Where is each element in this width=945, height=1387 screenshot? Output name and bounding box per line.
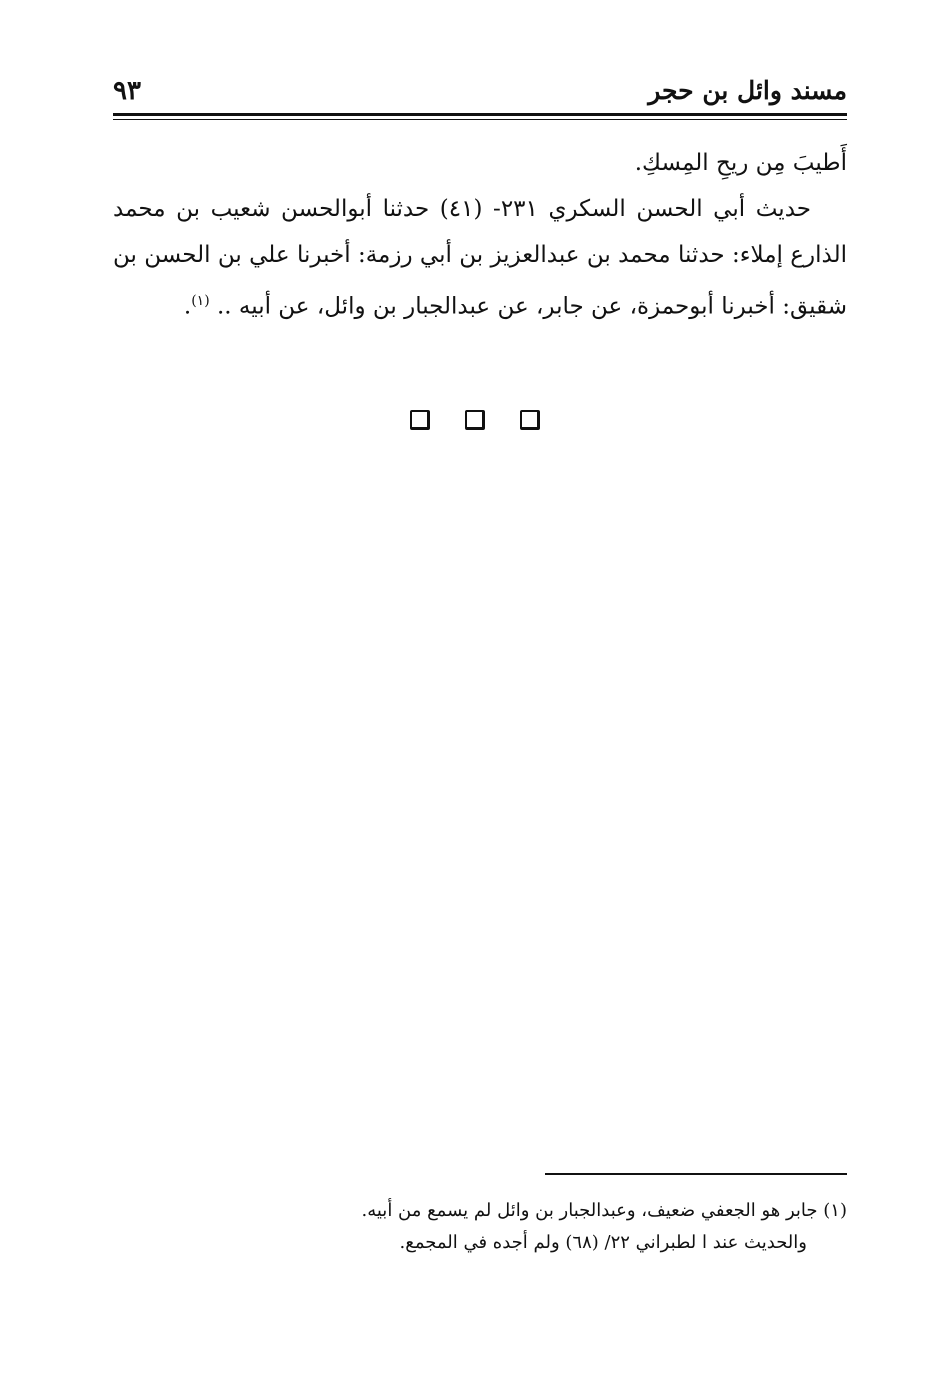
hadith-paragraph xyxy=(113,186,847,330)
footnotes xyxy=(113,1195,847,1259)
main-text xyxy=(113,140,847,330)
footnote-reference[interactable]: (١) xyxy=(191,293,210,309)
separator-box-icon xyxy=(410,410,430,430)
hadith-text: حديث أبي الحسن السكري ٢٣١- (٤١) حدثنا أبوالحسن شعيب بن محمد الذارع إملاء: حدثنا محمد بن عبدالعزيز بن أبي رزمة: أخبرنا علي بن الحسن بن شقيق: أخبرنا أبوحمزة، عن جابر، عن عبدالجبار بن وائل، عن أبيه .. xyxy=(113,196,847,320)
running-title: مسند وائل بن حجر xyxy=(648,76,847,105)
page-number: ٩٣ xyxy=(113,76,141,106)
paragraph-end-period: . xyxy=(183,293,192,320)
text-line-ending: أَطيبَ مِن ريحِ المِسكِ. xyxy=(634,150,847,176)
section-separator xyxy=(410,410,540,436)
separator-box-icon xyxy=(520,410,540,430)
footnote-rule xyxy=(545,1173,847,1175)
page-header xyxy=(113,70,847,114)
footnote-1-continuation: والحديث عند ا لطبراني ٢٢/ (٦٨) ولم أجده في المجمع. xyxy=(399,1232,807,1253)
header-rule-thin xyxy=(113,119,847,120)
header-rule-thick xyxy=(113,113,847,116)
footnote-1: (١) جابر هو الجعفي ضعيف، وعبدالجبار بن وائل لم يسمع من أبيه. xyxy=(361,1200,847,1221)
separator-box-icon xyxy=(465,410,485,430)
